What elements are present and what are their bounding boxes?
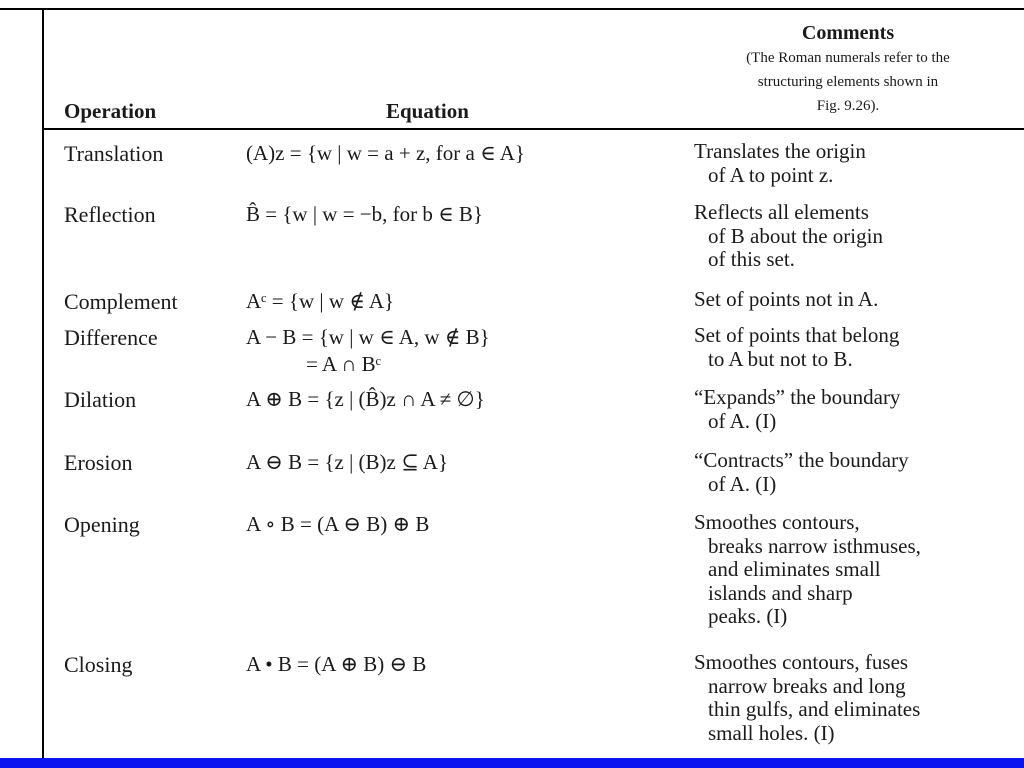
top-border-line: [0, 8, 1024, 10]
comment-line: Smoothes contours, fuses: [694, 650, 909, 674]
comment-line: Reflects all elements: [694, 200, 869, 224]
equation: [246, 449, 448, 476]
operation-name: Reflection: [64, 202, 156, 227]
comments-note-line: structuring elements shown in: [757, 74, 939, 90]
equation-line: B̂ = {w | w = −b, for b ∈ B}: [246, 202, 484, 226]
comment: [694, 288, 1012, 312]
equation: [246, 651, 426, 678]
comment-line: small holes. (I): [708, 720, 835, 745]
comment-line: to A but not to B.: [708, 346, 853, 371]
comment-line: Set of points that belong: [694, 323, 900, 347]
operation-name: Dilation: [64, 387, 137, 412]
equation: [246, 324, 490, 378]
equation-line: (A)z = {w | w = a + z, for a ∈ A}: [246, 141, 525, 165]
column-header-comments: [690, 20, 1006, 118]
comment: [694, 201, 1012, 272]
column-header-equation: Equation: [386, 99, 469, 123]
comments-title: Comments: [801, 22, 895, 44]
comment-line: of A. (I): [708, 471, 777, 496]
operation-name: Complement: [64, 289, 178, 314]
comment: [694, 324, 1012, 371]
comment-line: thin gulfs, and eliminates: [708, 697, 921, 721]
comment: [694, 511, 1012, 629]
comment-line: Smoothes contours,: [694, 510, 860, 534]
operation-name: Closing: [64, 652, 133, 677]
comment-line: “Expands” the boundary: [694, 385, 901, 409]
comment-line: of B about the origin: [708, 223, 883, 248]
bottom-color-bar: [0, 758, 1024, 768]
comment-line: of A to point z.: [708, 162, 834, 187]
operation-name: Translation: [64, 141, 164, 166]
equation-line: A ⊕ B = {z | (B̂)z ∩ A ≠ ∅}: [246, 387, 485, 411]
comments-note-line: Fig. 9.26).: [816, 98, 880, 114]
comment: [694, 449, 1012, 496]
comment-line: of this set.: [708, 247, 795, 271]
equation: [246, 288, 394, 315]
comment-line: “Contracts” the boundary: [694, 448, 909, 472]
comment: [694, 386, 1012, 433]
equation-line: A ⊖ B = {z | (B)z ⊆ A}: [246, 450, 449, 474]
column-header-operation: Operation: [64, 99, 157, 123]
operation-name: Opening: [64, 512, 140, 537]
equation-line: = A ∩ Bᶜ: [306, 352, 381, 376]
operation-name: Erosion: [64, 450, 133, 475]
equation: [246, 140, 525, 167]
comment: [694, 651, 1012, 745]
comment-line: peaks. (I): [708, 604, 788, 628]
equation: [246, 511, 429, 538]
comment-line: of A. (I): [708, 408, 777, 433]
equation-line: A ∘ B = (A ⊖ B) ⊕ B: [246, 512, 430, 536]
comment-line: Set of points not in A.: [694, 287, 879, 311]
comment-line: islands and sharp: [708, 580, 853, 605]
equation-line: Aᶜ = {w | w ∉ A}: [246, 289, 395, 313]
comment-line: breaks narrow isthmuses,: [708, 533, 921, 558]
comments-note-line: (The Roman numerals refer to the: [746, 50, 950, 66]
equation: [246, 386, 485, 413]
header-divider: [44, 128, 1024, 130]
comment-line: narrow breaks and long: [708, 673, 906, 698]
comment: [694, 140, 1012, 187]
equation-line: A • B = (A ⊕ B) ⊖ B: [246, 652, 427, 676]
comment-line: and eliminates small: [708, 557, 881, 581]
left-border-line: [42, 10, 44, 758]
operation-name: Difference: [64, 325, 158, 350]
equation-line: A − B = {w | w ∈ A, w ∉ B}: [246, 325, 490, 349]
comment-line: Translates the origin: [694, 139, 866, 163]
equation: [246, 201, 483, 228]
